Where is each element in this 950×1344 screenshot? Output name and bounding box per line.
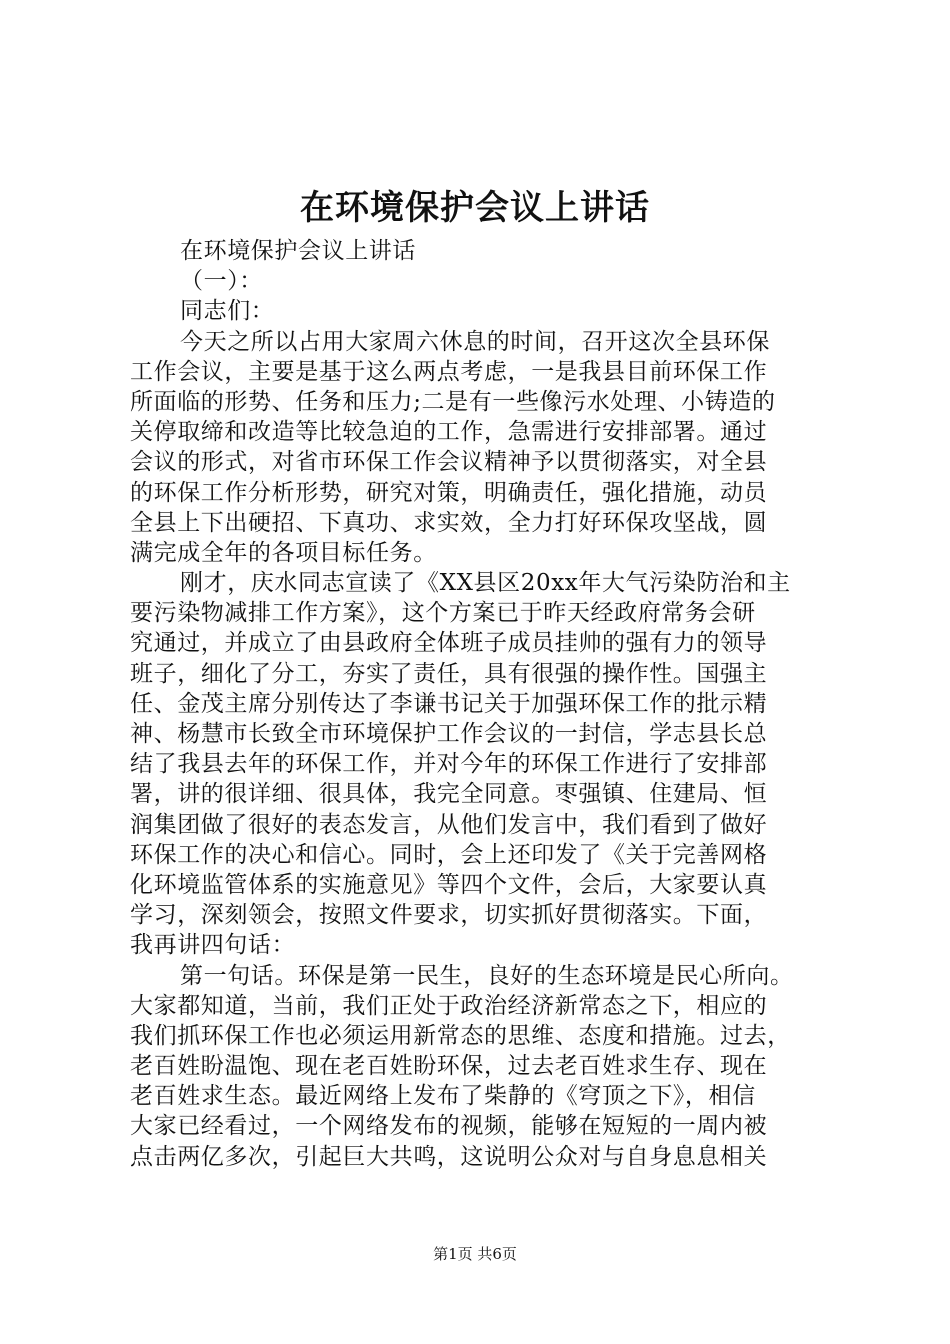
body-line: 关停取缔和改造等比较急迫的工作，急需进行安排部署。通过 [130, 419, 768, 446]
body-line: 我再讲四句话： [130, 932, 296, 959]
body-line: 润集团做了很好的表态发言，从他们发言中，我们看到了做好 [130, 811, 768, 838]
body-line: 点击两亿多次，引起巨大共鸣，这说明公众对与自身息息相关 [130, 1143, 768, 1170]
document-title: 在环境保护会议上讲话 [300, 188, 650, 228]
body-line: 要污染物减排工作方案》，这个方案已于昨天经政府常务会研 [130, 600, 756, 627]
body-line: 在环境保护会议上讲话 [180, 238, 416, 264]
body-line: 署，讲的很详细、很具体，我完全同意。枣强镇、住建局、恒 [130, 781, 768, 808]
body-line: 老百姓盼温饱、现在老百姓盼环保，过去老百姓求生存、现在 [130, 1053, 768, 1080]
body-line: 大家已经看过，一个网络发布的视频，能够在短短的一周内被 [130, 1113, 768, 1140]
body-line: 第一句话。环保是第一民生，良好的生态环境是民心所向。 [180, 962, 794, 989]
body-line: 环保工作的决心和信心。同时，会上还印发了《关于完善网格 [130, 841, 768, 868]
body-line: 任、金茂主席分别传达了李谦书记关于加强环保工作的批示精 [130, 690, 768, 717]
body-line: 所面临的形势、任务和压力;二是有一些像污水处理、小铸造的 [130, 388, 776, 415]
body-line: 大家都知道，当前，我们正处于政治经济新常态之下，相应的 [130, 992, 768, 1019]
body-line: 老百姓求生态。最近网络上发布了柴静的《穹顶之下》，相信 [130, 1083, 756, 1110]
body-line: 的环保工作分析形势，研究对策，明确责任，强化措施，动员 [130, 479, 768, 506]
body-line: 我们抓环保工作也必须运用新常态的思维、态度和措施。过去， [130, 1022, 791, 1049]
body-line: （一）： [180, 268, 263, 295]
body-line: 班子，细化了分工，夯实了责任，具有很强的操作性。国强主 [130, 660, 768, 687]
body-line: 全县上下出硬招、下真功、求实效，全力打好环保攻坚战，圆 [130, 509, 768, 536]
body-line: 究通过，并成立了由县政府全体班子成员挂帅的强有力的领导 [130, 630, 768, 657]
body-line: 刚才，庆水同志宣读了《XX县区20xx年大气污染防治和主 [180, 570, 791, 597]
body-line: 会议的形式，对省市环保工作会议精神予以贯彻落实，对全县 [130, 449, 768, 476]
body-line: 满完成全年的各项目标任务。 [130, 539, 437, 566]
body-line: 结了我县去年的环保工作，并对今年的环保工作进行了安排部 [130, 751, 768, 778]
document-body [130, 236, 830, 1172]
body-line: 化环境监管体系的实施意见》等四个文件，会后，大家要认真 [130, 871, 768, 898]
body-line: 同志们： [180, 298, 275, 325]
body-line: 今天之所以占用大家周六休息的时间，召开这次全县环保 [180, 328, 770, 355]
body-line: 神、杨慧市长致全市环境保护工作会议的一封信，学志县长总 [130, 721, 768, 747]
body-line: 学习，深刻领会，按照文件要求，切实抓好贯彻落实。下面， [130, 902, 768, 929]
body-line: 工作会议，主要是基于这么两点考虑，一是我县目前环保工作 [130, 358, 768, 385]
page-footer: 第1页 共6页 [433, 1245, 517, 1263]
